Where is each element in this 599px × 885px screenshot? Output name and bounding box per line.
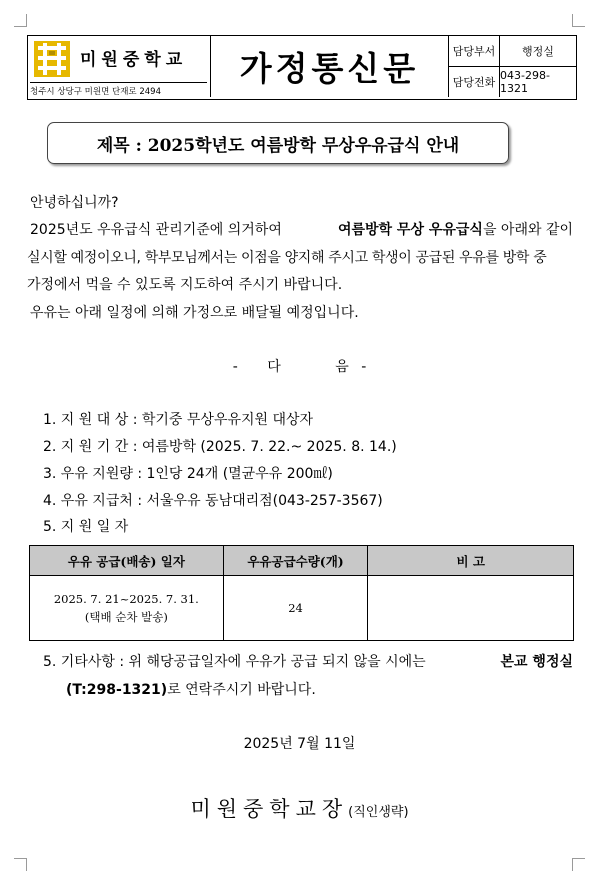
school-address: 청주시 상당구 미원면 단재로 2494 (30, 82, 207, 97)
phone-label: 담당전화 (449, 67, 500, 97)
other-notes-line (66, 679, 316, 699)
subject-box: 제목 : 2025학년도 여름방학 무상우유급식 안내 (47, 122, 509, 164)
text-span: 5. 기타사항 : 위 해당공급일자에 우유가 공급 되지 않을 시에는 (43, 654, 426, 670)
list-item: 2. 지 원 기 간 : 여름방학 (2025. 7. 22.~ 2025. 8. 14.) (43, 439, 397, 455)
seal-note: (직인생략) (348, 805, 409, 820)
dept-row (449, 36, 576, 67)
dada-heading (0, 356, 599, 376)
dada-char: 다 (267, 359, 281, 375)
cell-text: (택배 순차 발송) (84, 610, 168, 624)
phone-row (449, 67, 576, 97)
table-row (30, 576, 574, 641)
letterhead (27, 35, 577, 100)
principal-title: 미원중학교장 (190, 797, 349, 821)
dept-value: 행정실 (522, 45, 554, 58)
text-span: 2025년도 우유급식 관리기준에 의거하여 (30, 222, 282, 238)
supply-schedule-table (29, 545, 574, 641)
list-item: 4. 우유 지급처 : 서울우유 동남대리점(043-257-3567) (43, 493, 383, 509)
emphasis-text: (T:298-1321) (66, 682, 168, 698)
dept-label: 담당부서 (449, 36, 500, 66)
table-cell-note (368, 576, 574, 641)
page-corner-mark (572, 14, 585, 27)
phone-value: 043-298-1321 (500, 69, 550, 95)
school-box (28, 36, 211, 97)
cell-text: 2025. 7. 21~2025. 7. 31. (53, 592, 199, 606)
list-item: 3. 우유 지원량 : 1인당 24개 (멸균우유 200㎖) (43, 466, 333, 482)
emphasis-text: 본교 행정실 (500, 654, 573, 670)
list-item: 1. 지 원 대 상 : 학기중 무상우유지원 대상자 (43, 412, 314, 428)
text-span: 로 연락주시기 바랍니다. (167, 682, 316, 698)
greeting: 안녕하십니까? (30, 195, 119, 211)
table-cell-qty: 24 (223, 576, 368, 641)
table-header: 우유 공급(배송) 일자 (30, 546, 224, 576)
dash-mark: - (232, 359, 238, 375)
paragraph-line: 우유는 아래 일정에 의해 가정으로 배달될 예정입니다. (30, 305, 359, 321)
paragraph-line: 실시할 예정이오니, 학부모님께서는 이점을 양지해 주시고 학생이 공급된 우유를 방학 중 (27, 250, 547, 266)
list-item: 5. 지 원 일 자 (43, 519, 129, 535)
page-corner-mark (572, 858, 585, 871)
paragraph-line (30, 219, 573, 239)
contact-info-grid (449, 36, 576, 97)
table-header: 우유공급수량(개) (223, 546, 368, 576)
dash-mark: - (361, 359, 367, 375)
page-corner-mark (14, 858, 27, 871)
school-logo-icon (32, 39, 72, 79)
other-notes-line (43, 651, 573, 671)
table-cell-date (30, 576, 224, 641)
document-title: 가정통신문 (211, 36, 449, 97)
dada-char: 음 (335, 359, 349, 375)
emphasis-text: 여름방학 무상 우유급식 (337, 222, 483, 238)
issue-date: 2025년 7월 11일 (243, 736, 356, 752)
principal-signature (0, 793, 599, 823)
school-name: 미원중학교 (80, 50, 188, 70)
paragraph-line: 가정에서 먹을 수 있도록 지도하여 주시기 바랍니다. (27, 277, 343, 293)
table-header: 비 고 (368, 546, 574, 576)
page-corner-mark (14, 14, 27, 27)
table-header-row (30, 546, 574, 576)
text-span: 을 아래와 같이 (482, 222, 573, 238)
